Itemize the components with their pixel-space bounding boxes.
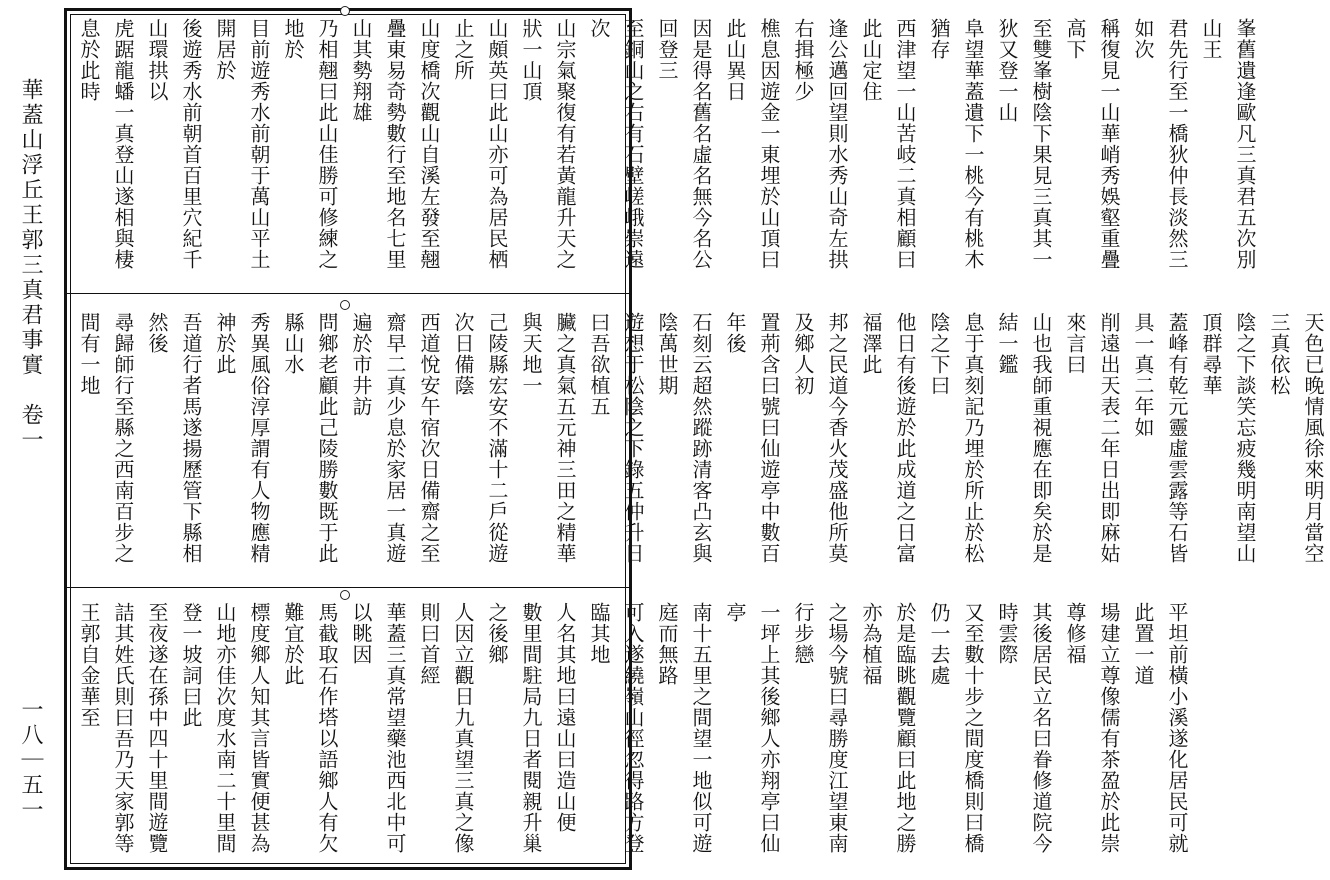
- vertical-text: 平坦前橫小溪遂化居民可就此置一道 場建立尊像儒有茶盈於此崇尊修福 其後居民立名曰眷修道院今時雲際 又至數十步之間度橋則曰橋仍一去處 於是臨眺觀覽顧曰此地之勝亦為植福 之場今號曰尋勝度江望東南行步戀 一坪上其後鄉人亦翔亭曰仙亭 南十五里之間望一地似可遊庭而無路 可入遂繞嶺山徑忽得路方登臨其地 人名其地曰遠山曰造山便 數里間駐局九日者閱親升巢之後鄉 人因立觀日九真望三真之像則曰首經 華蓋三真常望藥池西北中可以眺因 馬截取石作塔以語鄉人有欠難宜於此 標度鄉人知其言皆實便甚為 山地亦佳次度水南二十里間登一坡詞曰此 至夜遂在孫中四十里間遊覽 詰其姓氏則曰吾乃天家郭等王郭自金華至: [77, 602, 1189, 854]
- fold-mark-icon: [340, 6, 350, 16]
- fold-mark-icon: [340, 300, 350, 310]
- text-block-middle: [72, 312, 1325, 570]
- book-title: 華蓋山浮丘王郭三真君事實 卷一: [18, 78, 43, 453]
- page-margin: [0, 8, 64, 870]
- text-block-top: [72, 18, 1257, 280]
- page-number: 一八｜五一: [18, 698, 43, 823]
- fold-mark-icon: [340, 590, 350, 600]
- section-divider: [67, 587, 629, 588]
- text-block-bottom: [72, 602, 1189, 864]
- vertical-text: 天色已晚情風徐來明月當空三真依松 陰之下談笑忘疲幾明南望山頂群尋華 蓋峰有乾元靈虛雲露等石皆具一真二年如 削遠出天表二年日出即麻姑來言曰 山也我師重視應在即矣於是結一鑑 息于真刻記乃埋於所止於松陰之下曰 他日有後遊於此成道之日富福澤此 邦之民道今香火茂盛他所莫及鄉人初 置荊含曰號曰仙遊亭中數百年後 石刻云超然蹤跡清客凸玄與陰萬世期 遊想于松陰之下錄五仲升日曰吾欲植五 臟之真氣五元神三田之精華與天地一 己陵縣宏安不滿十二戶從遊次日備蔭 西道悅安午宿次日備齋之至 齋早二真少息於家居一真遊遍於市井訪 問鄉老顧此己陵勝數既于此縣山水 秀異風俗淳厚謂有人物應精神於此 吾道行者馬遂揚歷管下縣相然後 尋歸師行至縣之西南百步之間有一地: [77, 312, 1325, 564]
- vertical-text: 峯舊遺逢歐凡三真君五次別山王 君先行至一橋狄仲長淡然三如次 稱復見一山華峭秀娛壑重疊高下 至雙峯樹陰下果見三真其一狄又登一山 阜望華蓋遺下一桃今有桃木猶存 西津望一山苦岐二真相顧曰此山定住 逢公邁回望則水秀山奇左拱右揖極少 樵息因遊金一東埋於山頂曰此山異日 因是得名舊名虛名無今名公回登三 至銅山之右有石壁嵯峨崇遠次 山宗氣聚復有若黃龍升天之狀一山頂 山頗英曰此山亦可為居民栖止之所 山度橋次觀山自溪左發至翹 疊東易奇勢數行至地名七里山其勢翔雄 乃相翹曰此山佳勝可修練之地於 目前遊秀水前朝于萬山平土開居於 後遊秀水前朝首百里穴紀千山環拱以 虎踞龍蟠一真登山遂相與棲息於此時: [77, 18, 1257, 270]
- section-divider: [67, 293, 629, 294]
